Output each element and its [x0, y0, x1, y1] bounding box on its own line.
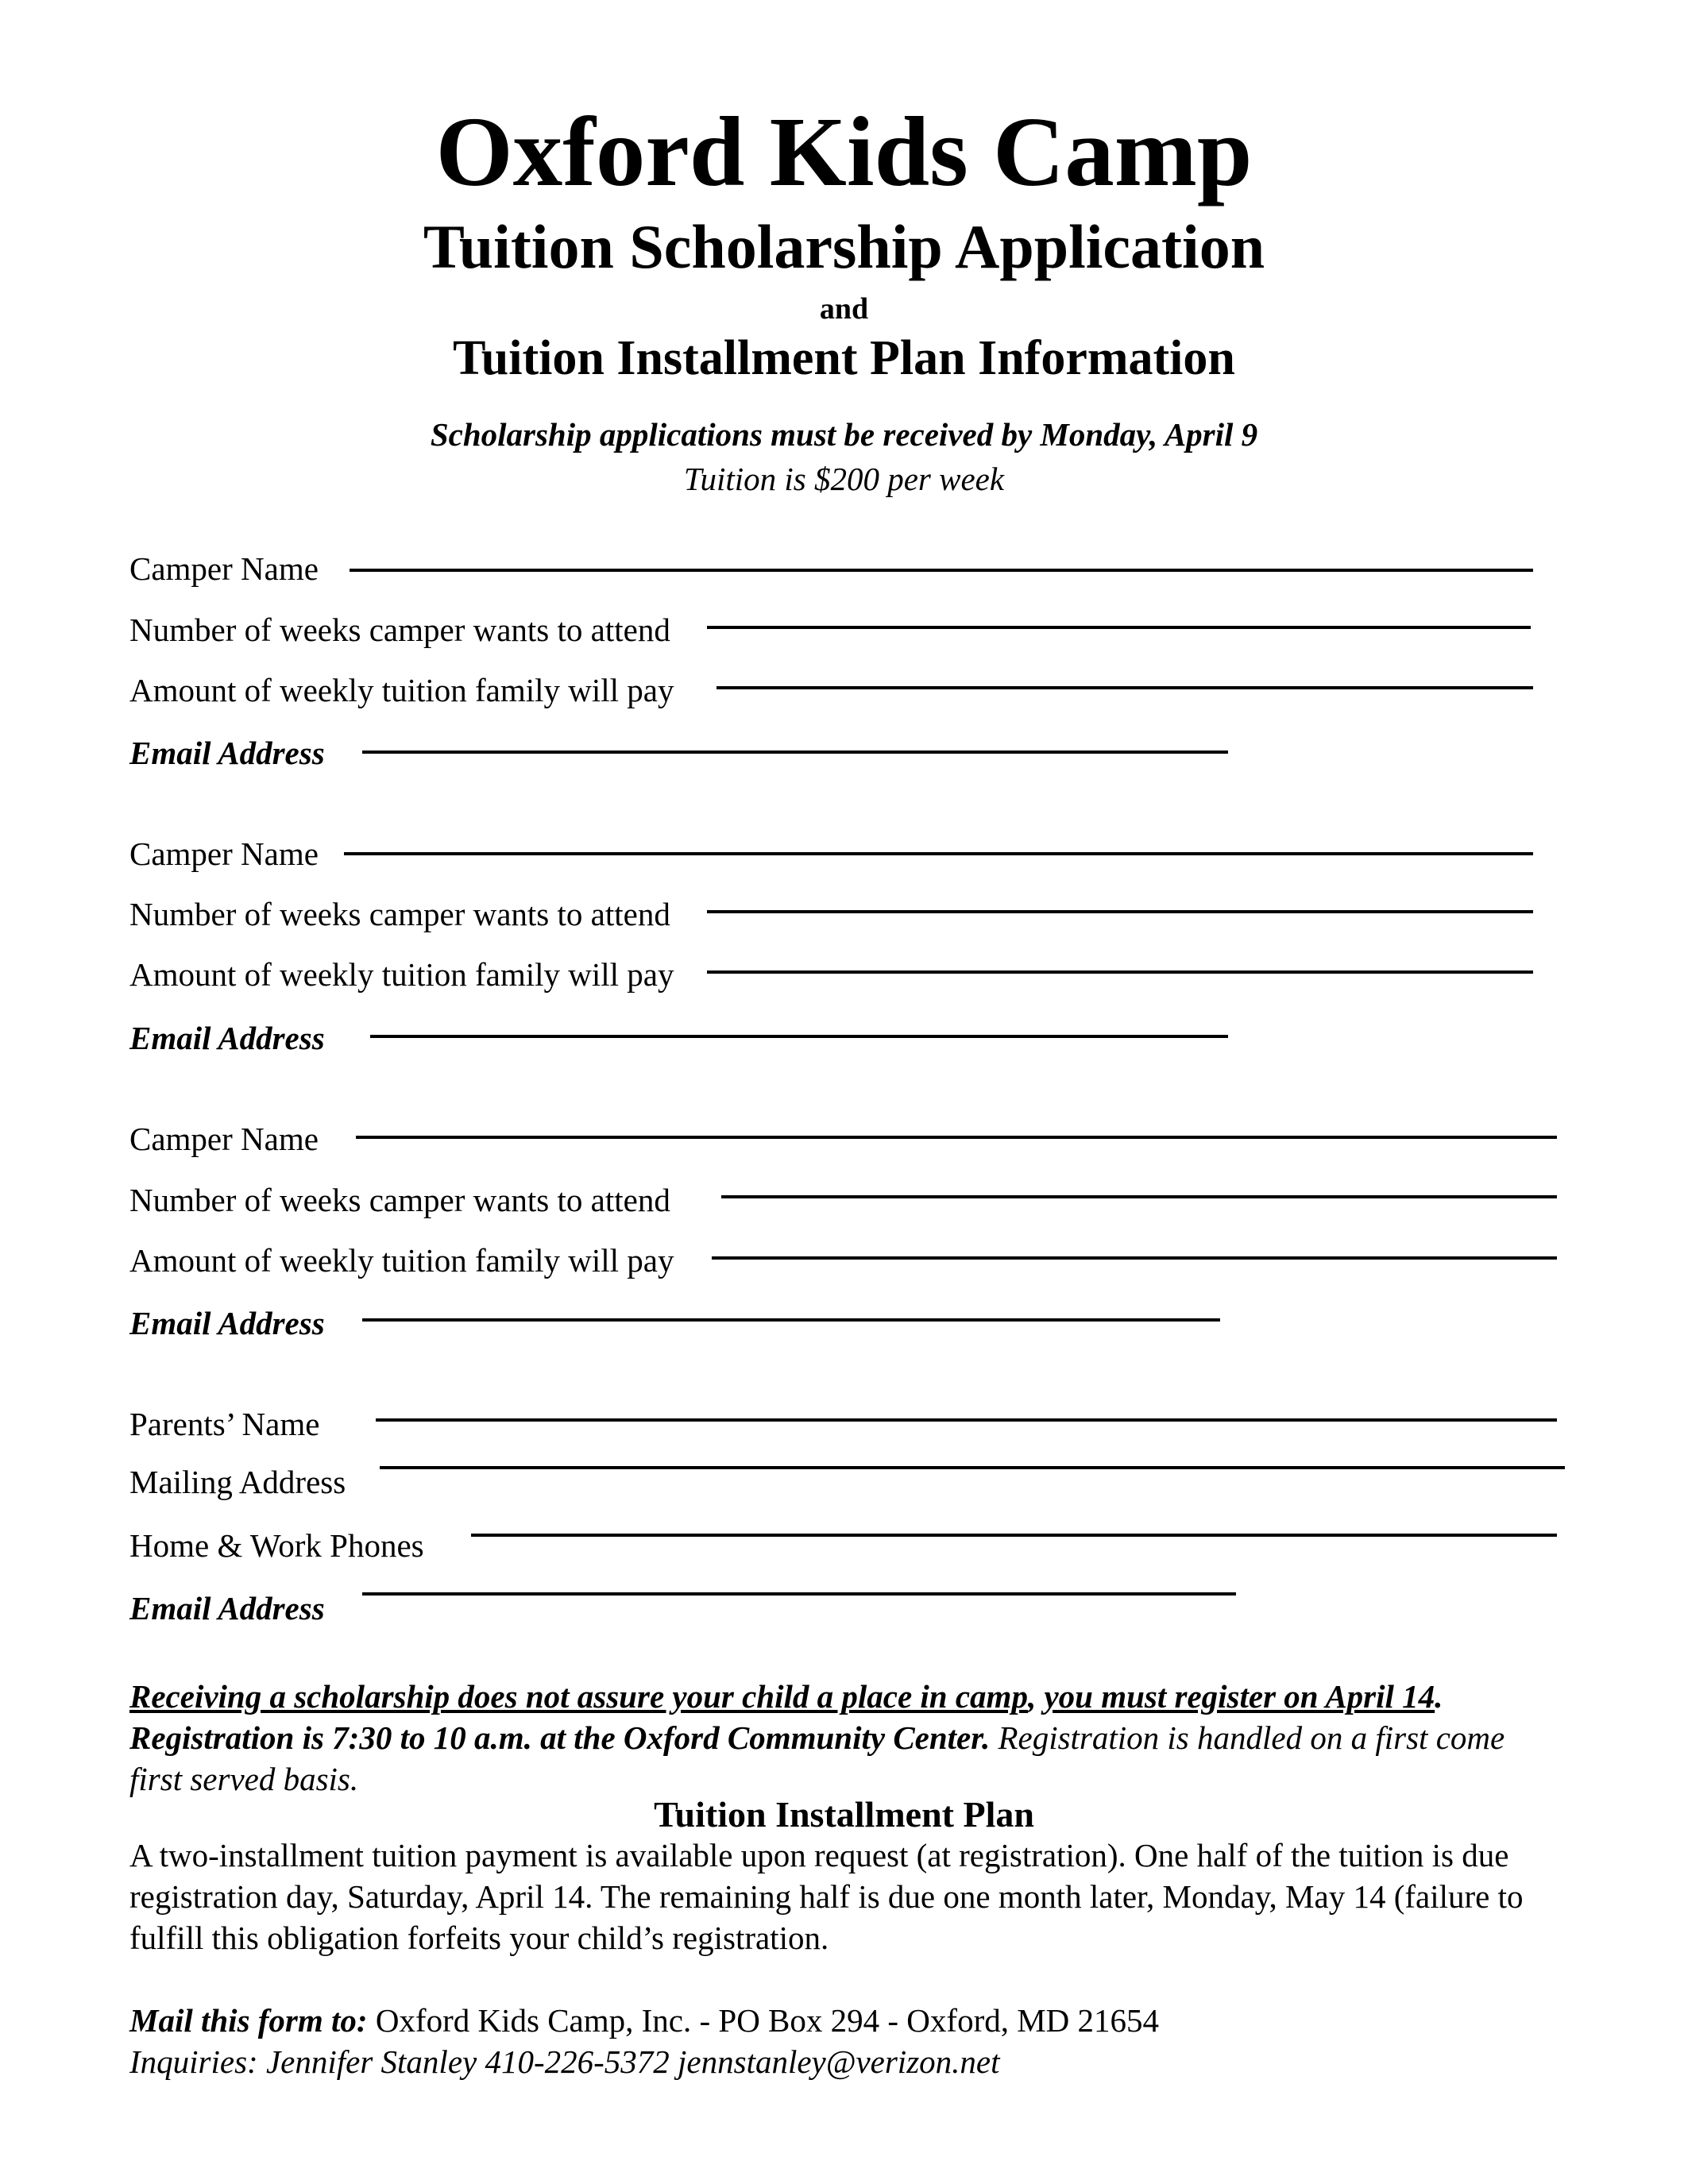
- camper-2-amount-row: [129, 956, 1559, 1006]
- notice-period: .: [1435, 1678, 1443, 1715]
- mailing-address-label: Mailing Address: [129, 1464, 346, 1500]
- camper-3-amount-field[interactable]: [712, 1256, 1557, 1260]
- camper-2-email-field[interactable]: [370, 1035, 1228, 1038]
- page-title: Oxford Kids Camp: [435, 98, 1253, 207]
- weeks-label: Number of weeks camper wants to attend: [129, 612, 670, 648]
- camper-2-name-field[interactable]: [344, 852, 1533, 855]
- camper-name-label: Camper Name: [129, 1121, 319, 1157]
- camper-3-email-row: [129, 1307, 1559, 1355]
- registration-notice: [129, 1676, 1559, 1800]
- notice-comma: ,: [1027, 1678, 1045, 1715]
- notice-register-date: you must register on April 14: [1044, 1678, 1435, 1715]
- tuition-note: Tuition is $200 per week: [683, 461, 1005, 497]
- amount-label: Amount of weekly tuition family will pay: [129, 1242, 674, 1279]
- camper-1-amount-field[interactable]: [717, 686, 1533, 689]
- notice-registration-time: Registration is 7:30 to 10 a.m. at the Oxford Community Center.: [129, 1719, 991, 1756]
- parents-email-row: [129, 1592, 1567, 1640]
- phones-row: [129, 1527, 1567, 1577]
- mailing-address-field[interactable]: [380, 1466, 1565, 1469]
- phones-label: Home & Work Phones: [129, 1527, 424, 1564]
- mail-instructions: [129, 2000, 1159, 2041]
- camper-name-label: Camper Name: [129, 550, 319, 587]
- inquiries-label: Inquiries:: [129, 2043, 258, 2080]
- camper-2-name-row: [129, 835, 1559, 886]
- subtitle-conjunction: and: [819, 292, 869, 326]
- camper-1-email-row: [129, 737, 1559, 785]
- parents-name-row: [129, 1408, 1567, 1456]
- email-label: Email Address: [129, 1305, 325, 1341]
- camper-2-weeks-row: [129, 898, 1559, 946]
- form-subtitle: Tuition Scholarship Application: [423, 212, 1265, 281]
- camper-3-amount-row: [129, 1244, 1559, 1292]
- camper-name-label: Camper Name: [129, 835, 319, 872]
- camper-3-name-row: [129, 1123, 1559, 1171]
- camper-1-name-field[interactable]: [350, 569, 1533, 572]
- email-label: Email Address: [129, 1590, 325, 1626]
- installment-plan-title: Tuition Installment Plan: [654, 1794, 1034, 1835]
- camper-3-weeks-field[interactable]: [721, 1195, 1557, 1198]
- installment-plan-text: A two-installment tuition payment is available upon request (at registration). One half of the tuition is due registration day, Saturday, April 14. The remaining half is due one month later, Monday, May 14 (failure to fulfill this obligation forfeits your child’s registration.: [129, 1837, 1524, 1956]
- parents-name-field[interactable]: [376, 1418, 1557, 1422]
- camper-1-amount-row: [129, 674, 1559, 722]
- weeks-label: Number of weeks camper wants to attend: [129, 1182, 670, 1218]
- mail-address: Oxford Kids Camp, Inc. - PO Box 294 - Oxford, MD 21654: [367, 2002, 1160, 2039]
- camper-2-amount-field[interactable]: [707, 970, 1533, 974]
- deadline-note: Scholarship applications must be received by Monday, April 9: [430, 416, 1258, 453]
- amount-label: Amount of weekly tuition family will pay: [129, 956, 674, 993]
- phones-field[interactable]: [471, 1534, 1557, 1537]
- mail-label: Mail this form to:: [129, 2002, 368, 2039]
- camper-3-weeks-row: [129, 1184, 1559, 1232]
- camper-1-name-row: [129, 550, 1559, 600]
- amount-label: Amount of weekly tuition family will pay: [129, 672, 674, 708]
- mailing-address-row: [129, 1466, 1575, 1514]
- camper-1-weeks-field[interactable]: [707, 626, 1531, 629]
- camper-1-email-field[interactable]: [362, 751, 1228, 754]
- email-label: Email Address: [129, 1020, 325, 1056]
- camper-2-email-row: [129, 1022, 1559, 1070]
- notice-scholarship-disclaimer: Receiving a scholarship does not assure your child a place in camp: [129, 1678, 1028, 1715]
- form-subtitle-2: Tuition Installment Plan Information: [453, 331, 1235, 385]
- notice-first-come: Registration is handled on a first come first served basis.: [129, 1719, 1505, 1797]
- inquiries: [129, 2041, 1000, 2082]
- parents-email-field[interactable]: [362, 1592, 1236, 1596]
- email-label: Email Address: [129, 735, 325, 771]
- camper-3-name-field[interactable]: [356, 1136, 1557, 1139]
- camper-3-email-field[interactable]: [362, 1318, 1220, 1322]
- camper-1-weeks-row: [129, 614, 1559, 662]
- parents-name-label: Parents’ Name: [129, 1406, 320, 1442]
- weeks-label: Number of weeks camper wants to attend: [129, 896, 670, 932]
- inquiries-contact: Jennifer Stanley 410-226-5372 jennstanley@verizon.net: [257, 2043, 1000, 2080]
- camper-2-weeks-field[interactable]: [707, 910, 1533, 913]
